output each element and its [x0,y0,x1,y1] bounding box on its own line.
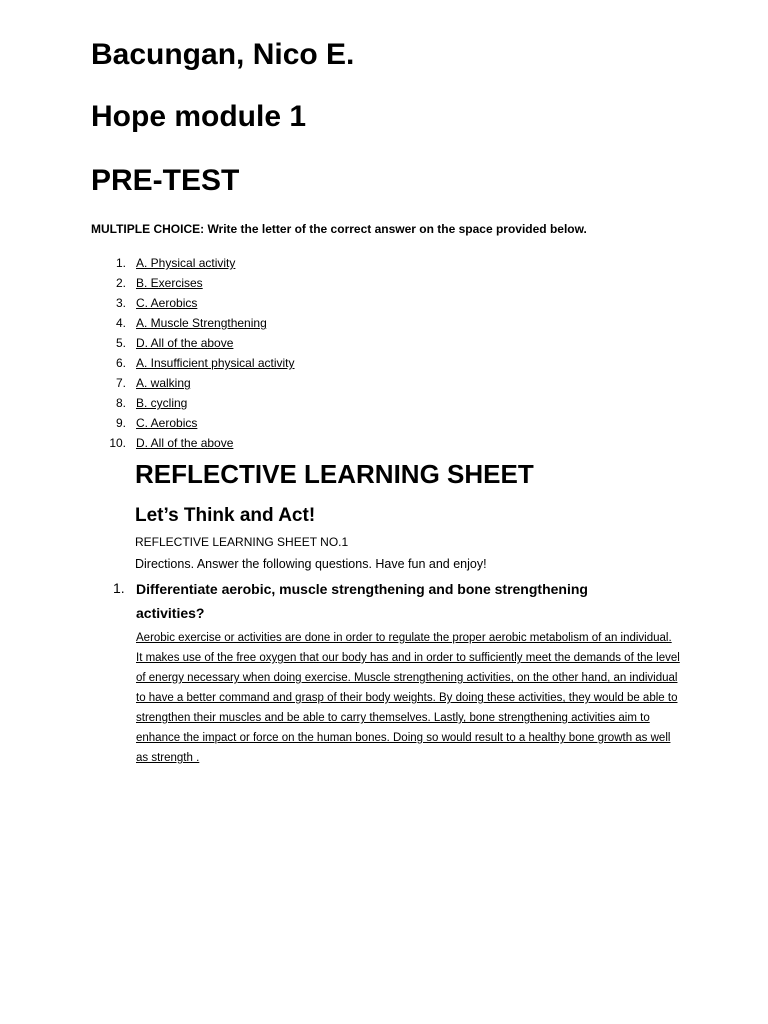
answer-number: 2. [115,276,126,290]
answer-number: 9. [115,416,126,430]
multiple-choice-instruction: MULTIPLE CHOICE: Write the letter of the correct answer on the space provided below. [91,222,587,236]
list-item [100,393,500,413]
list-item [100,333,500,353]
answer-text: B. Exercises [136,276,203,290]
list-item [100,433,500,453]
list-item [100,373,500,393]
answer-number: 4. [115,316,126,330]
list-item [100,353,500,373]
reflective-subtitle: Let’s Think and Act! [135,505,316,526]
answer-text: B. cycling [136,396,188,410]
list-item [100,293,500,313]
answer-text: A. Insufficient physical activity [136,356,295,370]
answer-text: A. Physical activity [136,256,236,270]
answer-number: 6. [115,356,126,370]
question-number: 1. [113,580,125,596]
directions-text: Directions. Answer the following questions. Have fun and enjoy! [135,557,487,571]
answer-number: 7. [115,376,126,390]
list-item [100,313,500,333]
pretest-heading: PRE-TEST [91,164,240,197]
answer-text: D. All of the above [136,436,234,450]
sheet-number: REFLECTIVE LEARNING SHEET NO.1 [135,535,349,549]
answer-number: 5. [115,336,126,350]
answer-text: A. walking [136,376,191,390]
answer-number: 1. [115,256,126,270]
student-name: Bacungan, Nico E. [91,38,355,71]
list-item [100,413,500,433]
question-text: Differentiate aerobic, muscle strengthening and bone strengthening activities? [136,581,588,621]
answer-text: A. Muscle Strengthening [136,316,267,330]
essay-answer: Aerobic exercise or activities are done in order to regulate the proper aerobic metabolism of an individual. It makes use of the free oxygen that our body has and in order to sufficiently meet the demands of the level of energy necessary when doing exercise. Muscle strengthening activities, on the other hand, an individual to have a better command and grasp of their body weights. By doing these activities, they would be able to strengthen their muscles and be able to carry themselves. Lastly, bone strengthening activities aim to enhance the impact or force on the human bones. Doing so would result to a healthy bone growth as well as strength . [136,632,680,764]
answer-text: C. Aerobics [136,416,198,430]
module-title: Hope module 1 [91,100,307,133]
answer-text: C. Aerobics [136,296,198,310]
list-item [100,273,500,293]
answer-text: D. All of the above [136,336,234,350]
answer-number: 8. [115,396,126,410]
reflective-sheet-heading: REFLECTIVE LEARNING SHEET [135,459,534,489]
answer-number: 3. [115,296,126,310]
answer-list [100,253,500,453]
list-item [100,253,500,273]
answer-number: 10. [109,436,126,450]
